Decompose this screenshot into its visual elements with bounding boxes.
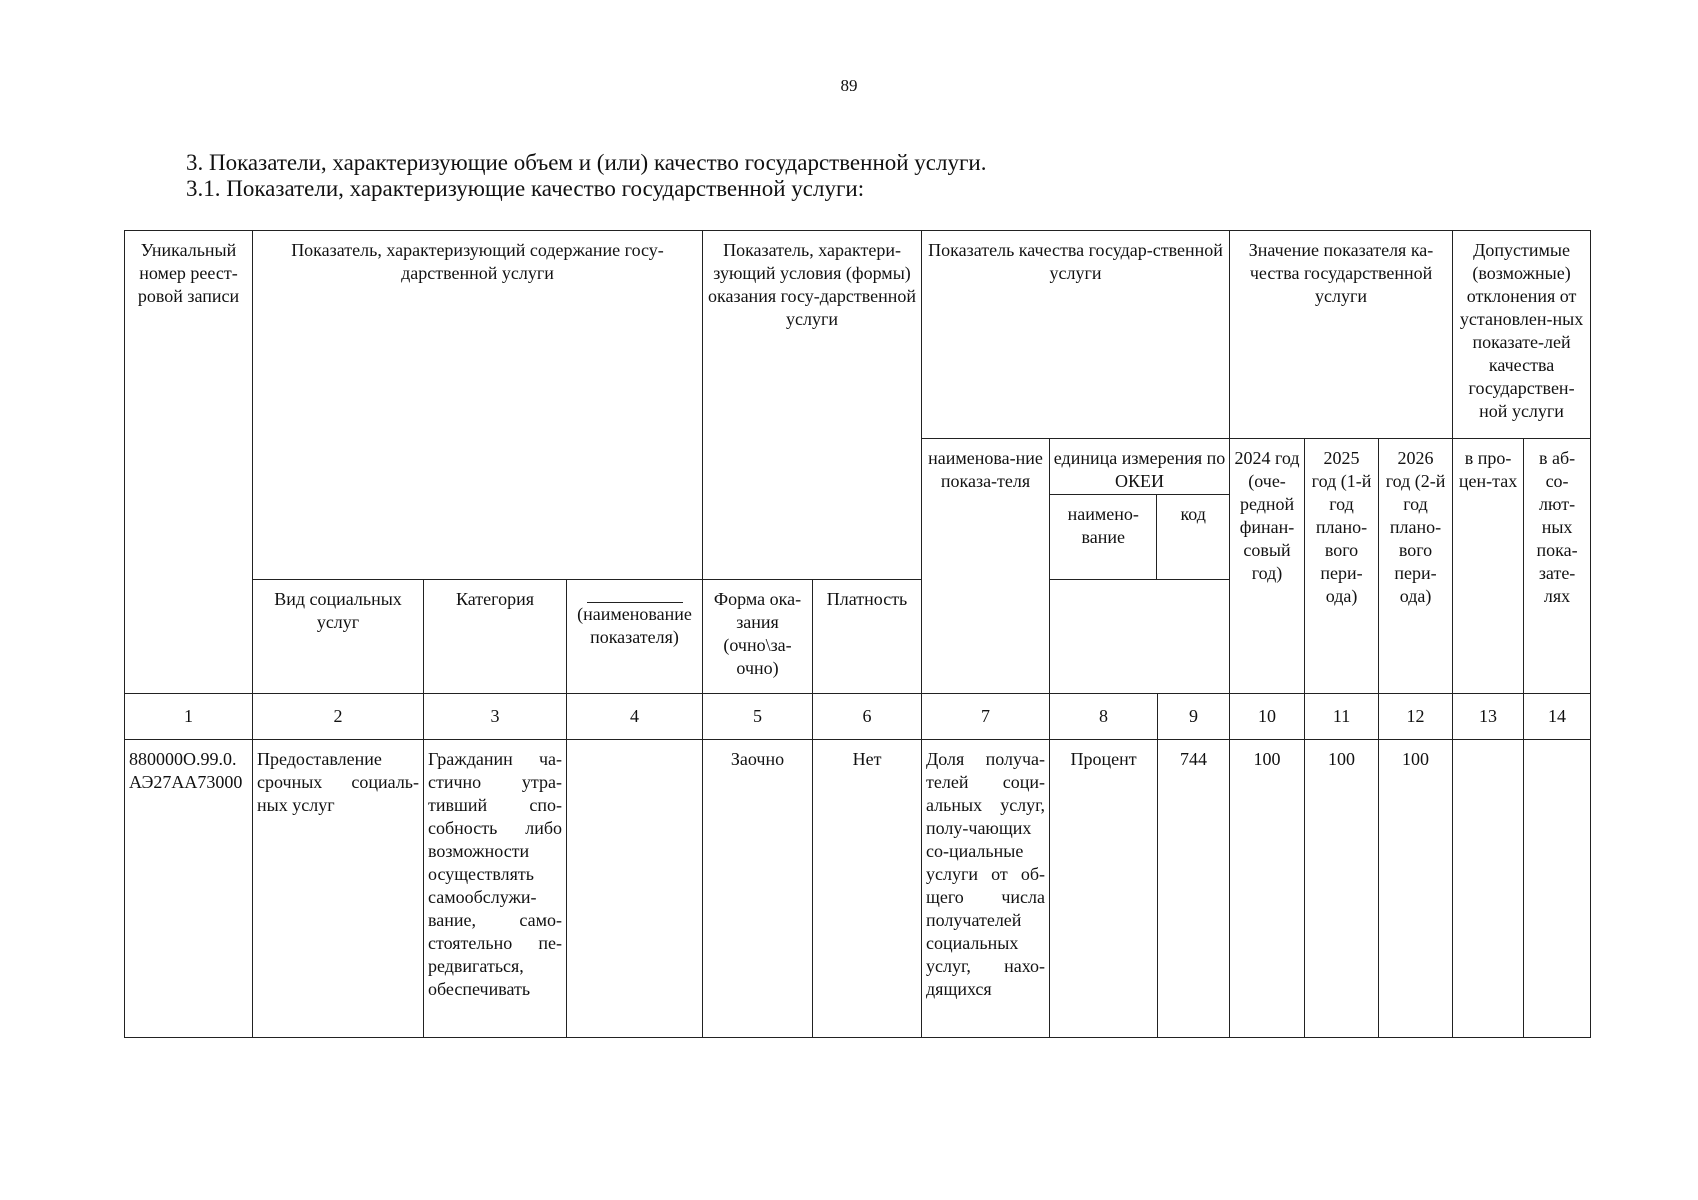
header-payment: Платность bbox=[813, 580, 922, 694]
cell-deviation-absolute bbox=[1524, 740, 1591, 1038]
header-year-2024: 2024 год (оче-редной финан-совый год) bbox=[1230, 439, 1305, 694]
header-deviation-absolute: в аб-со-лют-ных пока-зате-лях bbox=[1524, 439, 1591, 694]
column-number: 12 bbox=[1379, 694, 1453, 740]
header-quality-value: Значение показателя ка-чества государственной услуги bbox=[1230, 231, 1453, 439]
table-row bbox=[125, 740, 1591, 1038]
cell-value-2024: 100 bbox=[1230, 740, 1305, 1038]
column-number: 13 bbox=[1453, 694, 1524, 740]
blank-underline bbox=[587, 602, 683, 603]
column-number: 10 bbox=[1230, 694, 1305, 740]
header-okei-name: наимено-вание bbox=[1050, 495, 1157, 579]
column-number: 6 bbox=[813, 694, 922, 740]
header-service-type: Вид социальных услуг bbox=[253, 580, 424, 694]
header-deviation-percent: в про-цен-тах bbox=[1453, 439, 1524, 694]
header-year-2025: 2025 год (1-й год плано-вого пери-ода) bbox=[1305, 439, 1379, 694]
column-number: 5 bbox=[703, 694, 813, 740]
header-category: Категория bbox=[424, 580, 567, 694]
column-number: 7 bbox=[922, 694, 1050, 740]
section-heading: 3. Показатели, характеризующие объем и (или) качество государственной услуги. bbox=[186, 150, 987, 175]
cell-value-2026: 100 bbox=[1379, 740, 1453, 1038]
column-number: 8 bbox=[1050, 694, 1158, 740]
header-content-indicator: Показатель, характеризующий содержание госу-дарственной услуги bbox=[253, 231, 703, 580]
header-year-2026: 2026 год (2-й год плано-вого пери-ода) bbox=[1379, 439, 1453, 694]
header-allowed-deviation: Допустимые (возможные) отклонения от установлен-ных показате-лей качества государствен-ной услуги bbox=[1453, 231, 1591, 439]
header-form: Форма ока-зания (очно\за-очно) bbox=[703, 580, 813, 694]
column-number: 4 bbox=[567, 694, 703, 740]
subsection-heading: 3.1. Показатели, характеризующие качество государственной услуги: bbox=[186, 176, 865, 201]
cell-service-type: Предоставление срочных социаль-ных услуг bbox=[253, 740, 424, 1038]
header-okei-group bbox=[1050, 439, 1230, 580]
column-number: 2 bbox=[253, 694, 424, 740]
header-okei-code: код bbox=[1180, 504, 1206, 524]
column-number: 3 bbox=[424, 694, 567, 740]
header-indicator-placeholder-label: (наименование показателя) bbox=[577, 604, 692, 647]
header-unique-number: Уникальный номер реест-ровой записи bbox=[125, 231, 253, 694]
cell-value-2025: 100 bbox=[1305, 740, 1379, 1038]
cell-registry-number: 880000О.99.0.АЭ27АА73000 bbox=[125, 740, 253, 1038]
cell-indicator-4 bbox=[567, 740, 703, 1038]
page-number: 89 bbox=[840, 76, 858, 95]
cell-deviation-percent bbox=[1453, 740, 1524, 1038]
header-okei-unit: единица измерения по ОКЕИ bbox=[1050, 439, 1229, 495]
quality-indicators-table bbox=[124, 230, 1591, 1038]
column-number: 11 bbox=[1305, 694, 1379, 740]
column-number: 14 bbox=[1524, 694, 1591, 740]
cell-form: Заочно bbox=[703, 740, 813, 1038]
column-number: 1 bbox=[125, 694, 253, 740]
cell-indicator-name: Доля получа-телей соци-альных услуг, полу-чающих со-циальные услуги от об-щего числа получателей социальных услуг, нахо-дящихся bbox=[922, 740, 1050, 1038]
header-indicator-name: наименова-ние показа-теля bbox=[922, 439, 1050, 694]
column-number: 9 bbox=[1158, 694, 1230, 740]
cell-unit-code: 744 bbox=[1158, 740, 1230, 1038]
cell-unit-name: Процент bbox=[1050, 740, 1158, 1038]
cell-payment: Нет bbox=[813, 740, 922, 1038]
cell-category: Гражданин ча-стично утра-тивший спо-собность либо возможности осуществлять самообслужи-вание, само-стоятельно пе-редвигаться, обеспечивать bbox=[424, 740, 567, 1038]
header-quality-indicator: Показатель качества государ-ственной услуги bbox=[922, 231, 1230, 439]
header-conditions-indicator: Показатель, характери-зующий условия (формы) оказания госу-дарственной услуги bbox=[703, 231, 922, 580]
header-indicator-placeholder bbox=[567, 580, 703, 694]
